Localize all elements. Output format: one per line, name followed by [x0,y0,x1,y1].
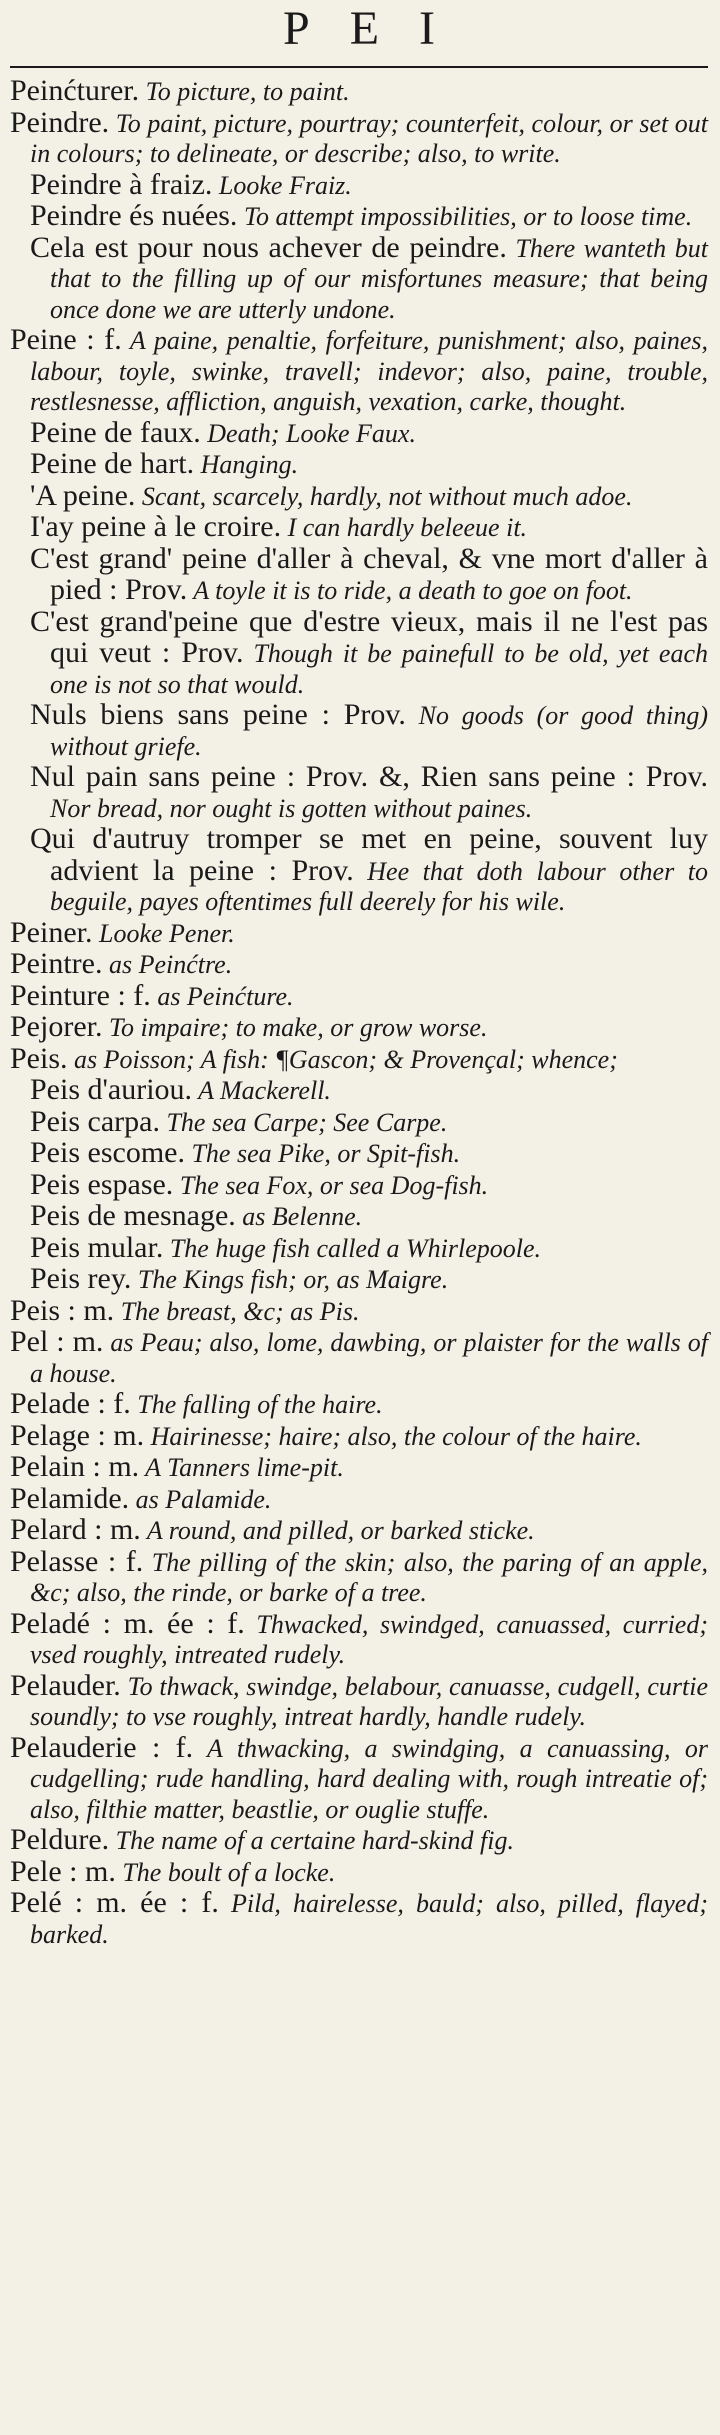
dictionary-entry [10,1327,708,1389]
entry-headword: Pelauderie : f. [10,1730,194,1764]
entry-gloss: Pild, hairelesse, bauld; also, pilled, flayed; barked. [30,1889,708,1949]
entry-headword: Peiner. [10,915,93,949]
dictionary-entry [10,1104,708,1139]
entry-headword: Peine de hart. [30,447,195,480]
entry-headword: Pejorer. [10,1010,103,1043]
entry-headword: Pele : m. [10,1854,116,1888]
entry-headword: C'est grand'peine que d'estre vieux, mais il ne l'est pas qui veut : Prov. [30,604,708,669]
entry-headword: Qui d'autruy tromper se met en peine, souvent luy advient la peine : Prov. [30,822,708,887]
entry-gloss: The huge fish called a Whirlepoole. [163,1233,542,1263]
dictionary-entry [10,762,708,824]
entry-gloss: Though it be painefull to be old, yet each one is not so that would. [50,639,708,699]
entry-gloss: The sea Pike, or Spit-fish. [184,1139,461,1168]
entry-gloss: A Tanners lime-pit. [139,1453,344,1482]
dictionary-entry [10,978,708,1013]
entry-gloss: To attempt impossibilities, or to loose time. [237,202,693,231]
dictionary-entry [10,1264,708,1296]
entry-list [10,76,708,1950]
entry-headword: 'A peine. [30,478,136,512]
dictionary-entry [10,604,708,701]
entry-headword: Peintre. [10,947,103,980]
dictionary-entry [10,1825,708,1857]
entry-headword: Peis de mesnage. [30,1199,236,1232]
dictionary-entry [10,105,708,170]
entry-gloss: The sea Fox, or sea Dog-fish. [173,1170,489,1200]
entry-gloss: To impaire; to make, or grow worse. [102,1013,488,1042]
dictionary-entry [10,1041,708,1076]
dictionary-entry [10,1481,708,1516]
entry-gloss: Hairinesse; haire; also, the colour of the haire. [144,1421,642,1451]
entry-gloss: To paint, picture, pourtray; counterfeit, colour, or set out in colours; to delineate, or describe; also, to write. [30,108,708,168]
dictionary-entry [10,1012,708,1044]
dictionary-entry [10,1138,708,1170]
dictionary-entry [10,1389,708,1421]
dictionary-entry [10,949,708,981]
entry-gloss: as Palamide. [129,1484,272,1514]
entry-headword: Peindre és nuées. [30,199,238,232]
entry-gloss: A round, and pilled, or barked sticke. [140,1516,535,1545]
dictionary-entry [10,512,708,544]
entry-gloss: Death; Looke Faux. [200,418,416,448]
dictionary-entry [10,1418,708,1453]
dictionary-entry [10,1888,708,1950]
entry-gloss: Nor bread, nor ought is gotten without paines. [50,793,533,823]
entry-gloss: The Kings fish; or, as Maigre. [131,1265,449,1294]
dictionary-entry [10,541,708,607]
entry-headword: Peinćturer. [10,74,140,107]
dictionary-entry [10,201,708,233]
entry-gloss: A Mackerell. [192,1076,331,1105]
entry-gloss: as Poisson; A fish: ¶Gascon; & Provençal; whence; [67,1044,618,1074]
entry-gloss: To picture, to paint. [139,77,350,106]
entry-gloss: A thwacking, a swindging, a canuassing, or cudgelling; rude handling, hard dealing with, rough intreatie of; also, filthie matter, beastlie, or ouglie stuffe. [30,1733,708,1824]
dictionary-entry [10,915,708,950]
dictionary-entry [10,1167,708,1202]
dictionary-entry [10,1668,708,1733]
entry-gloss: Looke Pener. [92,918,235,948]
entry-gloss: There wanteth but that to the filling up of our misfortunes measure; that being once done we are utterly undone. [50,233,708,324]
dictionary-entry [10,1730,708,1826]
entry-headword: Nul pain sans peine : Prov. &, Rien sans peine : Prov. [30,760,708,793]
dictionary-entry [10,1515,708,1547]
dictionary-entry [10,76,708,108]
entry-headword: Peindre. [10,105,110,139]
entry-headword: Peis espase. [30,1167,174,1201]
entry-headword: Peldure. [10,1823,110,1856]
entry-gloss: as Peinćtre. [102,950,233,979]
entry-headword: Peindre à fraiz. [30,167,213,201]
dictionary-entry [10,1606,708,1671]
entry-headword: Peladé : m. ée : f. [10,1606,245,1640]
entry-headword: Peis escome. [30,1136,185,1169]
entry-headword: Peis rey. [30,1262,132,1295]
entry-gloss: The breast, &c; as Pis. [114,1296,360,1326]
entry-gloss: The name of a certaine hard-skind fig. [109,1826,515,1855]
entry-gloss: A toyle it is to ride, a death to goe on foot. [187,576,633,605]
dictionary-entry [10,449,708,481]
entry-headword: Peis mular. [30,1230,164,1264]
entry-gloss: A paine, penaltie, forfeiture, punishment; also, paines, labour, toyle, swinke, travell; indevor; also, paine, trouble, restlesnesse, affliction, anguish, vexation, carke, thought. [30,326,708,416]
entry-headword: Cela est pour nous achever de peindre. [30,230,507,264]
entry-gloss: Hee that doth labour other to beguile, payes oftentimes full deerely for his wile. [50,856,708,916]
header-rule [10,66,708,68]
entry-headword: Peine de faux. [30,415,201,449]
dictionary-entry [10,1854,708,1889]
entry-gloss: Hanging. [194,450,299,479]
entry-headword: Pelasse : f. [10,1544,144,1578]
entry-gloss: The falling of the haire. [130,1390,383,1419]
entry-gloss: I can hardly beleeue it. [281,513,528,542]
entry-headword: Pelain : m. [10,1450,140,1483]
dictionary-entry [10,325,708,418]
entry-headword: Pel : m. [10,1325,104,1358]
entry-headword: Pelade : f. [10,1387,131,1420]
entry-headword: Peis. [10,1041,68,1075]
entry-gloss: as Belenne. [235,1202,363,1231]
dictionary-entry [10,230,708,326]
entry-headword: Pelé : m. ée : f. [10,1886,219,1919]
entry-gloss: Thwacked, swindged, canuassed, curried; vsed roughly, intreated rudely. [30,1609,708,1669]
entry-headword: Peis carpa. [30,1104,160,1138]
dictionary-entry [10,824,708,918]
entry-headword: Pelamide. [10,1481,130,1515]
entry-headword: Pelauder. [10,1668,121,1702]
dictionary-entry [10,478,708,513]
page-header: PEI [283,2,475,55]
entry-gloss: To thwack, swindge, belabour, canuasse, cudgell, curtie soundly; to vse roughly, intreat hardly, handle rudely. [30,1671,708,1731]
entry-headword: Peinture : f. [10,978,151,1012]
dictionary-entry [10,1544,708,1609]
entry-headword: Pelage : m. [10,1418,145,1452]
entry-gloss: Scant, scarcely, hardly, not without much adoe. [135,481,633,511]
entry-headword: C'est grand' peine d'aller à cheval, & vne mort d'aller à pied : Prov. [30,541,708,606]
entry-gloss: The boult of a locke. [115,1857,336,1887]
dictionary-entry [10,1452,708,1484]
dictionary-entry [10,700,708,762]
entry-gloss: No goods (or good thing) without griefe. [50,701,708,761]
entry-gloss: The sea Carpe; See Carpe. [159,1107,448,1137]
entry-headword: Pelard : m. [10,1513,141,1546]
dictionary-entry [10,1075,708,1107]
entry-headword: Peis : m. [10,1293,115,1327]
entry-gloss: The pilling of the skin; also, the paring of an apple, &c; also, the rinde, or barke of a tree. [30,1547,708,1607]
dictionary-entry [10,167,708,202]
entry-headword: Nuls biens sans peine : Prov. [30,698,406,731]
dictionary-entry [10,415,708,450]
entry-gloss: as Peinćture. [150,981,294,1011]
dictionary-entry [10,1293,708,1328]
entry-gloss: as Peau; also, lome, dawbing, or plaister for the walls of a house. [30,1328,708,1388]
dictionary-entry [10,1230,708,1265]
dictionary-entry [10,1201,708,1233]
entry-headword: I'ay peine à le croire. [30,510,282,543]
entry-headword: Peine : f. [10,323,122,356]
entry-gloss: Looke Fraiz. [212,170,352,200]
entry-headword: Peis d'auriou. [30,1073,193,1106]
